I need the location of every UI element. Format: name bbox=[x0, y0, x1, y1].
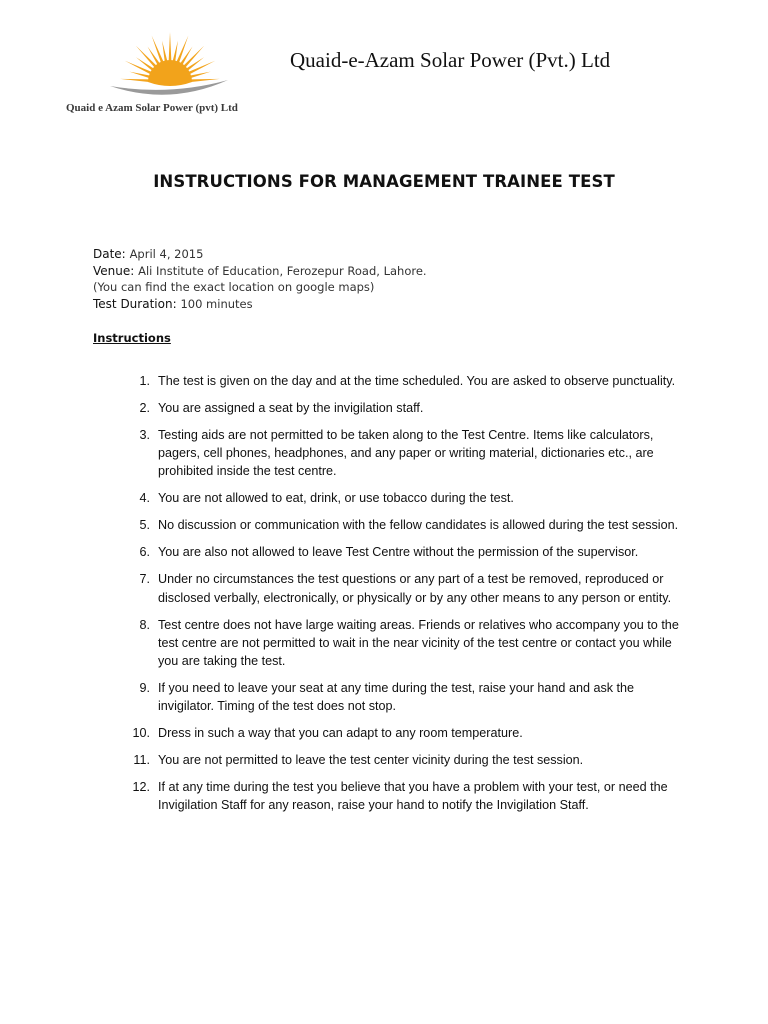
list-item-text: Dress in such a way that you can adapt to any room temperature. bbox=[158, 726, 523, 741]
sun-ray bbox=[176, 36, 188, 65]
company-logo bbox=[66, 26, 276, 118]
list-item bbox=[124, 570, 684, 606]
list-item-text: You are not allowed to eat, drink, or use tobacco during the test. bbox=[158, 491, 514, 506]
venue-label: Venue: bbox=[93, 263, 135, 278]
instructions-heading: Instructions bbox=[93, 331, 171, 345]
sun-ray bbox=[172, 41, 178, 63]
list-item-text: You are assigned a seat by the invigilation staff. bbox=[158, 401, 424, 415]
list-item bbox=[124, 751, 684, 769]
list-item bbox=[124, 543, 684, 561]
sun-ray bbox=[169, 32, 172, 62]
duration-row bbox=[93, 296, 427, 313]
duration-label: Test Duration: bbox=[93, 296, 177, 311]
list-item-number: 5. bbox=[139, 518, 150, 533]
list-item-text: Test centre does not have large waiting areas. Friends or relatives who accompany you to the test centre are not permitted to wait in the near vicinity of the test centre or contact you while you are taking the test. bbox=[158, 617, 679, 669]
sun-ray bbox=[188, 61, 216, 75]
list-item bbox=[124, 372, 684, 390]
date-label: Date: bbox=[93, 247, 126, 261]
list-item-number: 6. bbox=[139, 545, 150, 560]
sun-ray bbox=[148, 47, 161, 66]
list-item-number: 2. bbox=[139, 401, 150, 415]
logo-caption: Quaid e Azam Solar Power (pvt) Ltd bbox=[66, 102, 238, 114]
list-item-number: 12. bbox=[132, 780, 150, 795]
sun-logo-icon bbox=[104, 26, 234, 102]
list-item bbox=[124, 724, 684, 742]
list-item-number: 4. bbox=[139, 491, 150, 506]
sun-ray bbox=[125, 61, 153, 75]
list-item-text: If you need to leave your seat at any time during the test, raise your hand and ask the invigilator. Timing of the test does not stop. bbox=[158, 681, 635, 714]
list-item bbox=[124, 426, 684, 481]
venue-row bbox=[93, 263, 427, 280]
test-details bbox=[93, 246, 427, 312]
list-item bbox=[124, 399, 684, 417]
list-item-text: You are not permitted to leave the test center vicinity during the test session. bbox=[158, 753, 584, 768]
sun-ray bbox=[120, 79, 150, 82]
list-item bbox=[124, 616, 684, 671]
date-value: April 4, 2015 bbox=[129, 247, 204, 261]
list-item-number: 11. bbox=[133, 753, 150, 768]
list-item-number: 7. bbox=[139, 572, 150, 587]
venue-note: (You can find the exact location on google maps) bbox=[93, 280, 375, 294]
company-name: Quaid-e-Azam Solar Power (Pvt.) Ltd bbox=[290, 48, 611, 72]
list-item-number: 8. bbox=[139, 617, 150, 632]
venue-value: Ali Institute of Education, Ferozepur Road, Lahore. bbox=[138, 263, 427, 278]
sun-ray bbox=[152, 36, 164, 65]
sun-ray bbox=[190, 79, 220, 82]
sun-ray bbox=[180, 47, 193, 66]
date-row bbox=[93, 246, 427, 263]
list-item-text: If at any time during the test you believe that you have a problem with your test, or need the Invigilation Staff for any reason, raise your hand to notify the Invigilation Staff. bbox=[158, 780, 668, 813]
document-title: INSTRUCTIONS FOR MANAGEMENT TRAINEE TEST bbox=[153, 172, 615, 191]
list-item bbox=[124, 516, 684, 534]
list-item-number: 1. bbox=[139, 374, 150, 388]
list-item bbox=[124, 679, 684, 715]
list-item-text: Testing aids are not permitted to be taken along to the Test Centre. Items like calculators, pagers, cell phones, headphones, and any paper or writing material, dictionaries etc., are prohibited inside the test centre. bbox=[158, 428, 654, 479]
list-item-text: You are also not allowed to leave Test Centre without the permission of the supervisor. bbox=[158, 545, 639, 560]
list-item-text: Under no circumstances the test questions or any part of a test be removed, reproduced or disclosed verbally, electronically, or physically or by any other means to any person or entity. bbox=[158, 572, 672, 605]
sun-ray bbox=[162, 41, 168, 63]
list-item bbox=[124, 778, 684, 814]
list-item-number: 10. bbox=[132, 726, 150, 741]
venue-note-row bbox=[93, 279, 427, 296]
instructions-list bbox=[124, 372, 684, 823]
list-item-text: No discussion or communication with the fellow candidates is allowed during the test session. bbox=[158, 518, 679, 533]
list-item bbox=[124, 489, 684, 507]
list-item-text: The test is given on the day and at the time scheduled. You are asked to observe punctuality. bbox=[158, 374, 676, 388]
list-item-number: 3. bbox=[139, 428, 150, 442]
list-item-number: 9. bbox=[139, 681, 150, 696]
duration-value: 100 minutes bbox=[180, 296, 253, 311]
